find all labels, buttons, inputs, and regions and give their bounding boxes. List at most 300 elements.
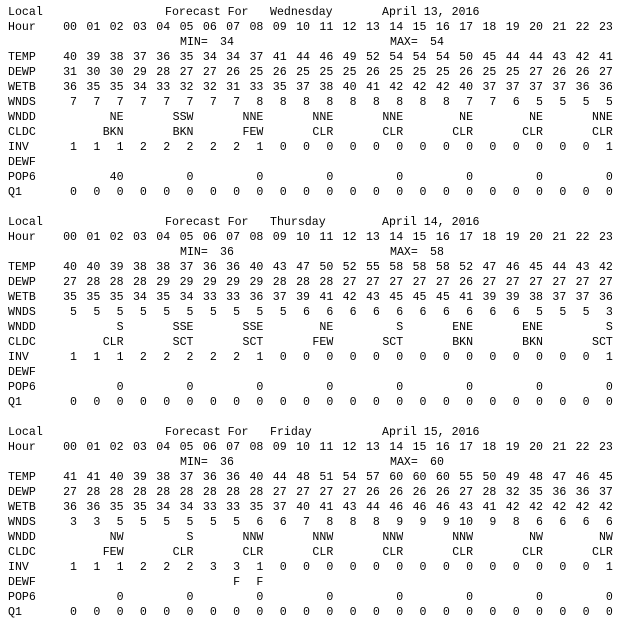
value-cell: 0 xyxy=(582,141,590,154)
hour-cell: 19 xyxy=(505,231,520,244)
value-cell: 0 xyxy=(303,351,310,364)
value-cell: 40 xyxy=(63,261,77,274)
value-cell: 3 xyxy=(233,561,241,574)
value-cell: 0 xyxy=(303,561,310,574)
value-cell: NNE xyxy=(592,111,613,124)
value-cell: 54 xyxy=(342,471,357,484)
value-cell: 0 xyxy=(419,396,427,409)
value-cell: 0 xyxy=(512,186,520,199)
row-label: DEWP xyxy=(8,276,36,289)
value-cell: 42 xyxy=(412,81,427,94)
value-cell: 8 xyxy=(512,516,520,529)
value-cell: 30 xyxy=(109,66,124,79)
hour-cell: 17 xyxy=(459,21,474,34)
value-cell: 28 xyxy=(109,276,124,289)
value-cell: 43 xyxy=(272,261,287,274)
value-cell: 44 xyxy=(296,51,310,64)
hour-cell: 10 xyxy=(296,441,310,454)
value-cell: 35 xyxy=(132,501,147,514)
value-cell: 0 xyxy=(396,171,404,184)
value-cell: 3 xyxy=(93,516,101,529)
value-cell: 0 xyxy=(605,396,613,409)
data-row-wnds xyxy=(0,95,620,110)
data-row-dewf xyxy=(0,575,620,590)
value-cell: 8 xyxy=(349,516,357,529)
value-cell: 0 xyxy=(326,171,334,184)
row-label: Q1 xyxy=(8,186,22,199)
forecast-for-label: Forecast For xyxy=(165,216,249,229)
forecast-day: Thursday xyxy=(270,216,326,229)
row-label: DEWF xyxy=(8,576,36,589)
row-label: INV xyxy=(8,561,29,574)
value-cell: 47 xyxy=(482,261,497,274)
value-cell: 5 xyxy=(70,306,77,319)
hour-cell: 19 xyxy=(505,441,520,454)
value-cell: 0 xyxy=(559,606,567,619)
value-cell: 27 xyxy=(365,276,380,289)
value-cell: 0 xyxy=(442,606,450,619)
value-cell: 37 xyxy=(179,261,194,274)
value-cell: 34 xyxy=(132,81,147,94)
value-cell: 0 xyxy=(326,591,334,604)
forecast-for-label: Forecast For xyxy=(165,426,249,439)
value-cell: 0 xyxy=(605,606,613,619)
value-cell: 6 xyxy=(512,96,520,109)
hour-label: Hour xyxy=(8,21,36,34)
hour-cell: 21 xyxy=(552,441,567,454)
value-cell: 41 xyxy=(63,471,77,484)
value-cell: 29 xyxy=(226,276,241,289)
value-cell: 26 xyxy=(459,66,474,79)
value-cell: S xyxy=(186,531,194,544)
value-cell: 6 xyxy=(559,516,567,529)
value-cell: 34 xyxy=(179,291,194,304)
row-label: DEWF xyxy=(8,156,36,169)
value-cell: 27 xyxy=(179,66,194,79)
value-cell: 6 xyxy=(396,306,404,319)
value-cell: 0 xyxy=(442,396,450,409)
value-cell: 0 xyxy=(536,381,543,394)
value-cell: 47 xyxy=(552,471,567,484)
hour-cell: 03 xyxy=(132,441,147,454)
value-cell: 26 xyxy=(412,486,427,499)
value-cell: 38 xyxy=(156,261,171,274)
value-cell: 36 xyxy=(202,471,217,484)
value-cell: 31 xyxy=(63,66,77,79)
row-label: WNDD xyxy=(8,531,36,544)
value-cell: 6 xyxy=(582,516,590,529)
value-cell: 35 xyxy=(86,81,101,94)
value-cell: 3 xyxy=(70,516,77,529)
value-cell: 0 xyxy=(536,186,543,199)
forecast-day: Friday xyxy=(270,426,312,439)
value-cell: 0 xyxy=(326,141,334,154)
value-cell: 60 xyxy=(412,471,427,484)
value-cell: 42 xyxy=(575,51,590,64)
value-cell: 6 xyxy=(466,306,474,319)
value-cell: 29 xyxy=(202,276,217,289)
value-cell: 0 xyxy=(116,606,124,619)
value-cell: 35 xyxy=(529,486,543,499)
value-cell: 2 xyxy=(233,141,241,154)
value-cell: 36 xyxy=(575,486,590,499)
row-label: TEMP xyxy=(8,51,36,64)
value-cell: 27 xyxy=(63,486,77,499)
value-cell: 0 xyxy=(419,561,427,574)
hour-label: Hour xyxy=(8,231,36,244)
value-cell: 32 xyxy=(202,81,217,94)
max-label: MAX= xyxy=(390,246,418,259)
value-cell: 0 xyxy=(116,381,124,394)
value-cell: 5 xyxy=(536,96,543,109)
value-cell: 49 xyxy=(342,51,357,64)
value-cell: 2 xyxy=(163,141,171,154)
value-cell: 42 xyxy=(435,81,450,94)
value-cell: 8 xyxy=(303,96,310,109)
value-cell: 29 xyxy=(156,276,171,289)
value-cell: 40 xyxy=(109,471,124,484)
local-label: Local xyxy=(8,6,43,19)
value-cell: 0 xyxy=(326,351,334,364)
value-cell: 6 xyxy=(326,306,334,319)
value-cell: 0 xyxy=(349,186,357,199)
row-label: WNDS xyxy=(8,306,36,319)
hour-cell: 18 xyxy=(482,231,497,244)
value-cell: 0 xyxy=(233,606,241,619)
value-cell: 1 xyxy=(605,561,613,574)
hour-cell: 23 xyxy=(598,231,613,244)
data-row-wndd xyxy=(0,530,620,545)
value-cell: 0 xyxy=(512,141,520,154)
value-cell: 0 xyxy=(536,591,543,604)
hour-cell: 02 xyxy=(109,21,124,34)
hour-cell: 14 xyxy=(389,231,404,244)
value-cell: 28 xyxy=(319,276,334,289)
value-cell: 28 xyxy=(226,486,241,499)
value-cell: 54 xyxy=(412,51,427,64)
value-cell: 27 xyxy=(435,276,450,289)
value-cell: 6 xyxy=(536,516,543,529)
value-cell: 6 xyxy=(512,306,520,319)
value-cell: 37 xyxy=(272,291,287,304)
value-cell: 47 xyxy=(296,261,310,274)
value-cell: 5 xyxy=(233,516,241,529)
value-cell: SSW xyxy=(172,111,194,124)
value-cell: 0 xyxy=(396,561,404,574)
value-cell: 5 xyxy=(233,306,241,319)
value-cell: 1 xyxy=(605,351,613,364)
value-cell: 54 xyxy=(435,51,450,64)
value-cell: 0 xyxy=(536,351,543,364)
value-cell: 40 xyxy=(109,171,124,184)
value-cell: 0 xyxy=(93,186,101,199)
forecast-header-line xyxy=(0,5,620,20)
value-cell: 25 xyxy=(435,66,450,79)
value-cell: 2 xyxy=(186,351,194,364)
value-cell: 5 xyxy=(256,306,264,319)
data-row-dewp xyxy=(0,275,620,290)
value-cell: 26 xyxy=(459,276,474,289)
value-cell: 25 xyxy=(412,66,427,79)
value-cell: 31 xyxy=(226,81,241,94)
value-cell: 43 xyxy=(575,261,590,274)
value-cell: 0 xyxy=(256,606,264,619)
value-cell: 39 xyxy=(482,291,497,304)
hour-cell: 23 xyxy=(598,441,613,454)
value-cell: 40 xyxy=(342,81,357,94)
value-cell: 0 xyxy=(466,561,474,574)
hour-cell: 18 xyxy=(482,21,497,34)
hour-cell: 02 xyxy=(109,231,124,244)
value-cell: NW xyxy=(109,531,124,544)
hour-cell: 06 xyxy=(202,441,217,454)
value-cell: 40 xyxy=(249,471,264,484)
value-cell: 0 xyxy=(396,591,404,604)
value-cell: 41 xyxy=(482,501,497,514)
hour-cell: 22 xyxy=(575,441,590,454)
hour-cell: 04 xyxy=(156,21,171,34)
value-cell: CLR xyxy=(522,126,543,139)
value-cell: 0 xyxy=(396,351,404,364)
hour-cell: 21 xyxy=(552,231,567,244)
value-cell: 0 xyxy=(139,606,147,619)
value-cell: 25 xyxy=(482,66,497,79)
value-cell: 25 xyxy=(249,66,264,79)
hour-cell: 00 xyxy=(63,441,77,454)
row-label: DEWP xyxy=(8,66,36,79)
value-cell: 25 xyxy=(505,66,520,79)
value-cell: 27 xyxy=(575,276,590,289)
value-cell: ENE xyxy=(452,321,474,334)
value-cell: 0 xyxy=(559,141,567,154)
value-cell: 25 xyxy=(342,66,357,79)
min-max-line xyxy=(0,35,620,50)
forecast-date: April 14, 2016 xyxy=(382,216,480,229)
row-label: INV xyxy=(8,141,29,154)
hour-cell: 22 xyxy=(575,21,590,34)
value-cell: 0 xyxy=(186,381,194,394)
value-cell: 0 xyxy=(186,171,194,184)
value-cell: 0 xyxy=(396,396,404,409)
value-cell: NNE xyxy=(382,111,404,124)
hour-cell: 11 xyxy=(319,21,334,34)
max-label: MAX= xyxy=(390,456,418,469)
value-cell: 1 xyxy=(116,351,124,364)
value-cell: 33 xyxy=(226,291,241,304)
max-value: 60 xyxy=(430,456,444,469)
value-cell: F xyxy=(256,576,264,589)
value-cell: 0 xyxy=(139,396,147,409)
value-cell: CLR xyxy=(452,546,474,559)
value-cell: 36 xyxy=(226,471,241,484)
value-cell: 0 xyxy=(139,186,147,199)
value-cell: 5 xyxy=(279,306,287,319)
value-cell: 8 xyxy=(349,96,357,109)
value-cell: 27 xyxy=(529,66,543,79)
value-cell: 0 xyxy=(303,606,310,619)
value-cell: SCT xyxy=(172,336,194,349)
forecast-date: April 13, 2016 xyxy=(382,6,480,19)
value-cell: 7 xyxy=(139,96,147,109)
value-cell: 0 xyxy=(186,606,194,619)
value-cell: 5 xyxy=(536,306,543,319)
hour-cell: 00 xyxy=(63,231,77,244)
row-label: Q1 xyxy=(8,606,22,619)
value-cell: 0 xyxy=(582,396,590,409)
value-cell: 26 xyxy=(226,66,241,79)
value-cell: 33 xyxy=(249,81,264,94)
hour-cell: 12 xyxy=(342,21,357,34)
max-value: 54 xyxy=(430,36,444,49)
value-cell: 52 xyxy=(459,261,474,274)
value-cell: 35 xyxy=(156,291,171,304)
hour-cell: 10 xyxy=(296,21,310,34)
value-cell: 35 xyxy=(109,81,124,94)
value-cell: 39 xyxy=(132,471,147,484)
value-cell: S xyxy=(605,321,613,334)
value-cell: NW xyxy=(598,531,613,544)
value-cell: 6 xyxy=(303,306,310,319)
row-label: WNDS xyxy=(8,96,36,109)
value-cell: 28 xyxy=(272,276,287,289)
value-cell: 36 xyxy=(202,261,217,274)
value-cell: 0 xyxy=(209,186,217,199)
value-cell: 27 xyxy=(598,66,613,79)
data-row-dewf xyxy=(0,155,620,170)
value-cell: 5 xyxy=(605,96,613,109)
hour-cell: 20 xyxy=(529,21,543,34)
value-cell: 2 xyxy=(233,351,241,364)
value-cell: 6 xyxy=(372,306,380,319)
data-row-pop6 xyxy=(0,170,620,185)
value-cell: CLR xyxy=(102,336,124,349)
value-cell: 7 xyxy=(489,96,497,109)
value-cell: 1 xyxy=(116,561,124,574)
data-row-q1 xyxy=(0,185,620,200)
data-row-cldc xyxy=(0,545,620,560)
min-value: 34 xyxy=(220,36,234,49)
value-cell: 48 xyxy=(529,471,543,484)
hour-cell: 17 xyxy=(459,231,474,244)
value-cell: 39 xyxy=(86,51,101,64)
value-cell: NNW xyxy=(242,531,264,544)
value-cell: 0 xyxy=(326,396,334,409)
value-cell: 0 xyxy=(536,396,543,409)
value-cell: 28 xyxy=(202,486,217,499)
value-cell: 28 xyxy=(132,276,147,289)
value-cell: 0 xyxy=(512,606,520,619)
value-cell: 0 xyxy=(559,396,567,409)
value-cell: 0 xyxy=(582,351,590,364)
value-cell: 0 xyxy=(582,606,590,619)
forecast-section xyxy=(0,215,620,410)
value-cell: 41 xyxy=(319,501,334,514)
value-cell: BKN xyxy=(172,126,194,139)
value-cell: 27 xyxy=(342,486,357,499)
data-row-q1 xyxy=(0,395,620,410)
hour-cell: 05 xyxy=(179,21,194,34)
value-cell: 0 xyxy=(419,351,427,364)
value-cell: NE xyxy=(529,111,543,124)
value-cell: 8 xyxy=(326,516,334,529)
value-cell: 5 xyxy=(209,516,217,529)
value-cell: 6 xyxy=(442,306,450,319)
hour-cell: 08 xyxy=(249,231,264,244)
value-cell: 60 xyxy=(389,471,404,484)
data-row-wetb xyxy=(0,80,620,95)
value-cell: 0 xyxy=(466,396,474,409)
value-cell: 0 xyxy=(605,186,613,199)
hour-cell: 20 xyxy=(529,441,543,454)
value-cell: 2 xyxy=(209,351,217,364)
hour-cell: 16 xyxy=(435,231,450,244)
value-cell: 0 xyxy=(279,606,287,619)
max-value: 58 xyxy=(430,246,444,259)
hour-cell: 04 xyxy=(156,441,171,454)
value-cell: 27 xyxy=(296,486,310,499)
value-cell: 44 xyxy=(505,51,520,64)
value-cell: 1 xyxy=(93,351,101,364)
value-cell: 8 xyxy=(279,96,287,109)
data-row-inv xyxy=(0,140,620,155)
value-cell: 34 xyxy=(226,51,241,64)
value-cell: 41 xyxy=(459,291,474,304)
value-cell: 35 xyxy=(63,291,77,304)
value-cell: 28 xyxy=(296,276,310,289)
value-cell: 6 xyxy=(605,516,613,529)
value-cell: 45 xyxy=(482,51,497,64)
hour-cell: 16 xyxy=(435,21,450,34)
value-cell: 28 xyxy=(109,486,124,499)
value-cell: 0 xyxy=(303,396,310,409)
value-cell: 0 xyxy=(349,141,357,154)
value-cell: CLR xyxy=(312,546,334,559)
value-cell: 2 xyxy=(209,141,217,154)
min-label: MIN= xyxy=(180,36,208,49)
value-cell: 8 xyxy=(419,96,427,109)
value-cell: CLR xyxy=(382,546,404,559)
value-cell: 34 xyxy=(132,291,147,304)
value-cell: FEW xyxy=(312,336,334,349)
value-cell: 5 xyxy=(582,96,590,109)
value-cell: 46 xyxy=(412,501,427,514)
hour-cell: 10 xyxy=(296,231,310,244)
value-cell: 0 xyxy=(279,561,287,574)
hour-cell: 05 xyxy=(179,231,194,244)
value-cell: 0 xyxy=(303,186,310,199)
value-cell: 27 xyxy=(389,276,404,289)
value-cell: 0 xyxy=(349,561,357,574)
value-cell: 2 xyxy=(163,351,171,364)
value-cell: 0 xyxy=(233,186,241,199)
value-cell: 26 xyxy=(365,486,380,499)
value-cell: 36 xyxy=(63,501,77,514)
value-cell: 8 xyxy=(372,96,380,109)
value-cell: 26 xyxy=(435,486,450,499)
value-cell: 28 xyxy=(156,66,171,79)
hour-cell: 09 xyxy=(272,21,287,34)
value-cell: 36 xyxy=(226,261,241,274)
row-label: DEWF xyxy=(8,366,36,379)
value-cell: 0 xyxy=(372,186,380,199)
value-cell: 7 xyxy=(209,96,217,109)
value-cell: 8 xyxy=(326,96,334,109)
value-cell: 28 xyxy=(482,486,497,499)
value-cell: 36 xyxy=(552,486,567,499)
value-cell: 2 xyxy=(139,351,147,364)
value-cell: 0 xyxy=(559,351,567,364)
value-cell: 50 xyxy=(319,261,334,274)
